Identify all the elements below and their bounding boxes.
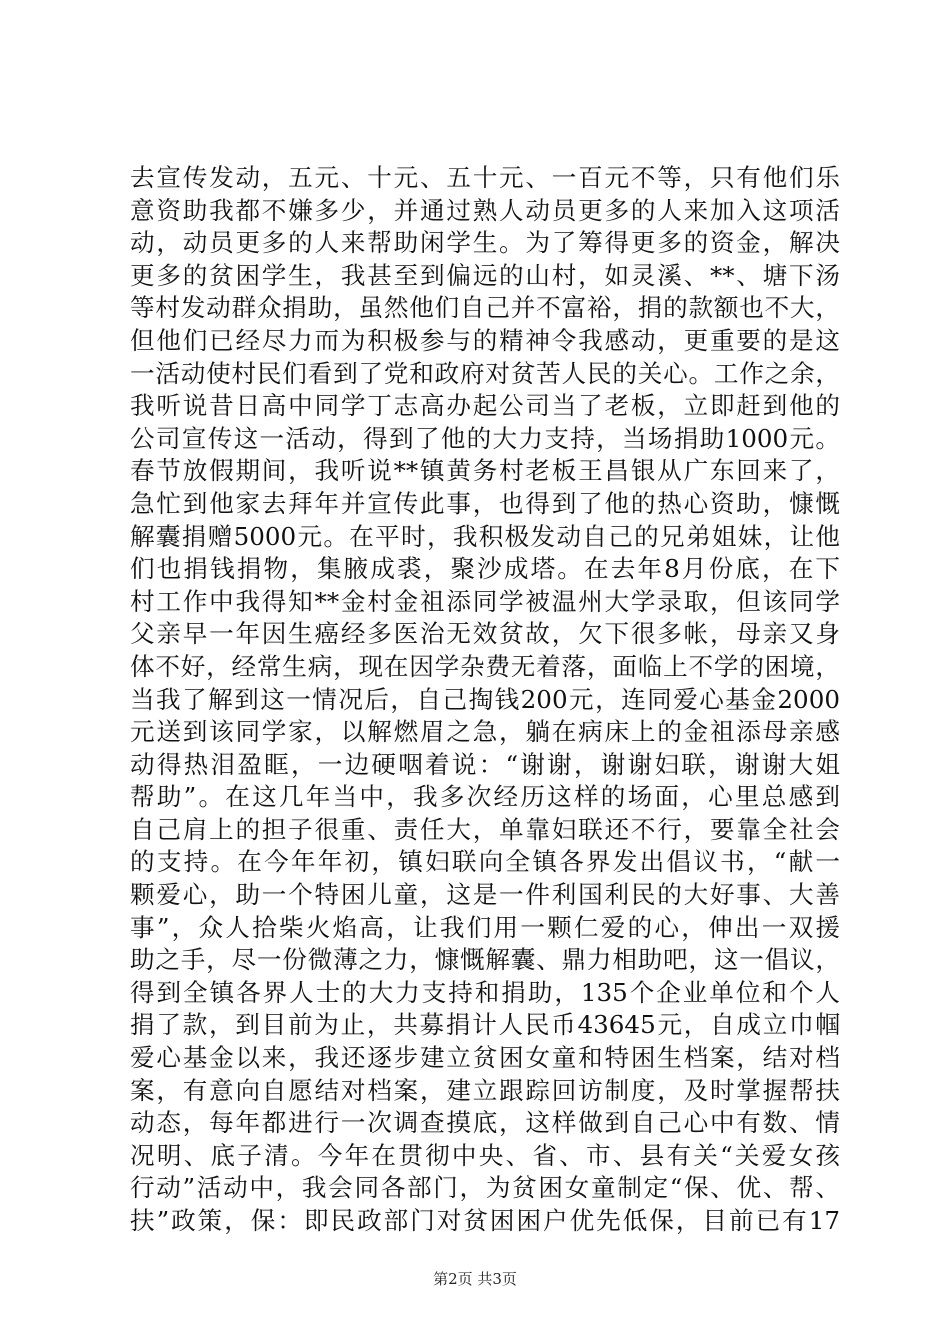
text-line: 自己肩上的担子很重、责任大，单靠妇联还不行，要靠全社会 bbox=[130, 814, 840, 844]
text-line: 帮助”。在这几年当中，我多次经历这样的场面，心里总感到 bbox=[130, 782, 840, 812]
text-line: 春节放假期间，我听说**镇黄务村老板王昌银从广东回来了， bbox=[130, 456, 840, 486]
text-line: 行动”活动中，我会同各部门，为贫困女童制定“保、优、帮、 bbox=[130, 1173, 840, 1203]
body-paragraph bbox=[130, 162, 840, 1238]
text-line: 公司宣传这一活动，得到了他的大力支持，当场捐助1000元。 bbox=[130, 423, 840, 453]
text-line: 颗爱心，助一个特困儿童，这是一件利国利民的大好事、大善 bbox=[130, 880, 840, 910]
text-line: 爱心基金以来，我还逐步建立贫困女童和特困生档案，结对档 bbox=[130, 1043, 840, 1073]
text-line: 动得热泪盈眶，一边硬咽着说：“谢谢，谢谢妇联，谢谢大姐 bbox=[130, 749, 840, 779]
text-line: 意资助我都不嫌多少，并通过熟人动员更多的人来加入这项活 bbox=[130, 195, 840, 225]
text-line: 捐了款，到目前为止，共募捐计人民币43645元，自成立巾帼 bbox=[130, 1010, 840, 1040]
text-line: 的支持。在今年年初，镇妇联向全镇各界发出倡议书，“献一 bbox=[130, 847, 840, 877]
text-line: 案，有意向自愿结对档案，建立跟踪回访制度，及时掌握帮扶 bbox=[130, 1075, 840, 1105]
text-line: 村工作中我得知**金村金祖添同学被温州大学录取，但该同学 bbox=[130, 586, 840, 616]
text-line: 事”，众人拾柴火焰高，让我们用一颗仁爱的心，伸出一双援 bbox=[130, 912, 840, 942]
text-line: 父亲早一年因生癌经多医治无效贫故，欠下很多帐，母亲又身 bbox=[130, 619, 840, 649]
text-line: 我听说昔日高中同学丁志高办起公司当了老板，立即赶到他的 bbox=[130, 391, 840, 421]
text-line: 等村发动群众捐助，虽然他们自己并不富裕，捐的款额也不大， bbox=[130, 293, 840, 323]
text-line: 体不好，经常生病，现在因学杂费无着落，面临上不学的困境， bbox=[130, 651, 840, 681]
text-line: 但他们已经尽力而为积极参与的精神令我感动，更重要的是这 bbox=[130, 325, 840, 355]
text-line: 解囊捐赠5000元。在平时，我积极发动自己的兄弟姐妹，让他 bbox=[130, 521, 840, 551]
text-line: 元送到该同学家，以解燃眉之急，躺在病床上的金祖添母亲感 bbox=[130, 717, 840, 747]
text-line: 动态，每年都进行一次调查摸底，这样做到自己心中有数、情 bbox=[130, 1108, 840, 1138]
text-line: 动，动员更多的人来帮助闲学生。为了筹得更多的资金，解决 bbox=[130, 228, 840, 258]
text-line: 更多的贫困学生，我甚至到偏远的山村，如灵溪、**、塘下汤 bbox=[130, 260, 840, 290]
text-line: 况明、底子清。今年在贯彻中央、省、市、县有关“关爱女孩 bbox=[130, 1140, 840, 1170]
page-footer: 第2页 共3页 bbox=[433, 1270, 517, 1288]
text-line: 去宣传发动，五元、十元、五十元、一百元不等，只有他们乐 bbox=[130, 163, 840, 192]
text-line: 一活动使村民们看到了党和政府对贫苦人民的关心。工作之余， bbox=[130, 358, 840, 388]
text-line: 当我了解到这一情况后，自己掏钱200元，连同爱心基金2000 bbox=[130, 684, 840, 714]
text-line: 们也捐钱捐物，集腋成裘，聚沙成塔。在去年8月份底，在下 bbox=[130, 554, 840, 584]
text-line: 助之手，尽一份微薄之力，慷慨解囊、鼎力相助吧，这一倡议， bbox=[130, 945, 840, 975]
text-line: 扶”政策，保：即民政部门对贫困困户优先低保，目前已有17 bbox=[130, 1206, 840, 1235]
text-line: 急忙到他家去拜年并宣传此事，也得到了他的热心资助，慷慨 bbox=[130, 488, 840, 518]
text-line: 得到全镇各界人士的大力支持和捐助，135个企业单位和个人 bbox=[130, 977, 840, 1007]
